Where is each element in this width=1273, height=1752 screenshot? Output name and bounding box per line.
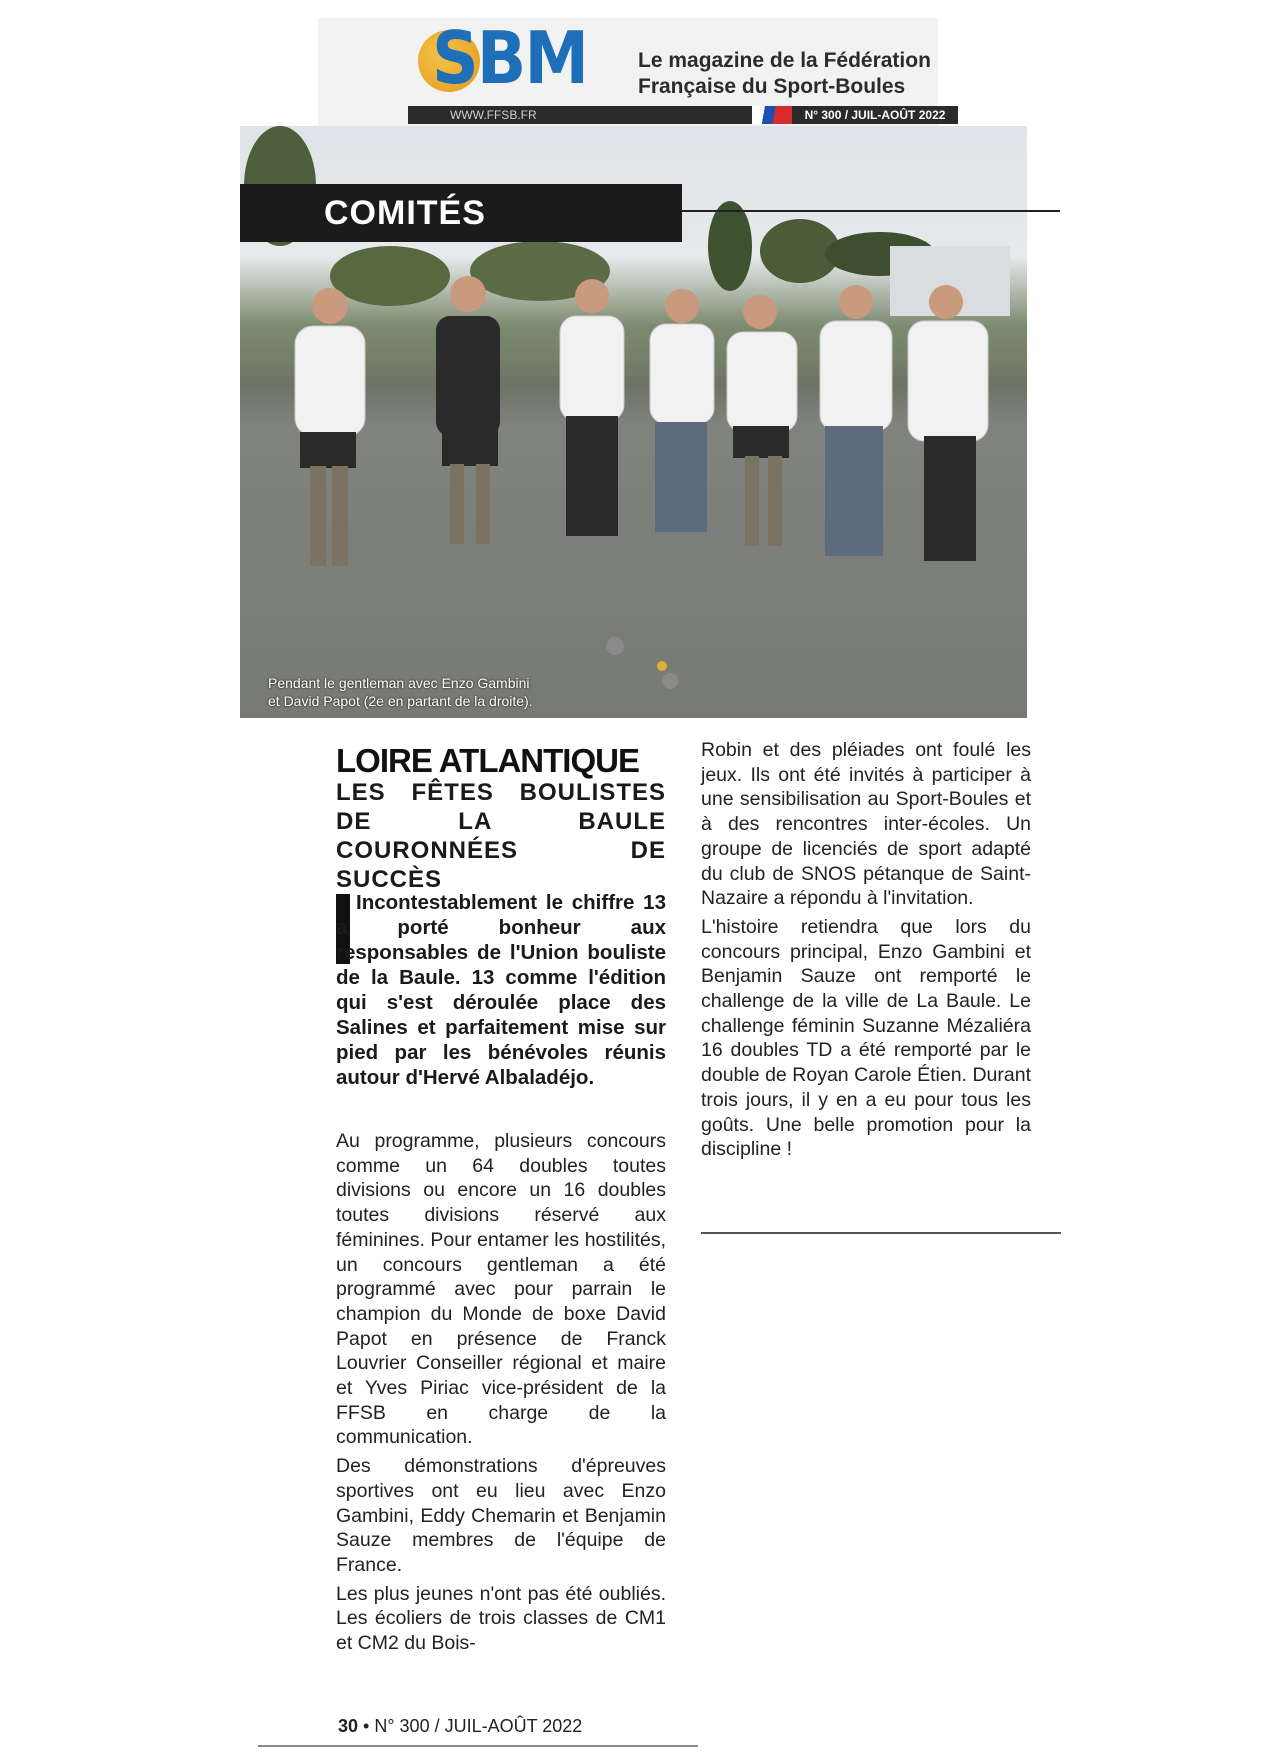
section-label: COMITÉS (324, 194, 486, 232)
article-column-left (336, 1129, 666, 1660)
banner-rule (682, 210, 1060, 212)
logo-text: SBM (432, 16, 588, 100)
paragraph: L'histoire retiendra que lors du concours principal, Enzo Gambini et Benjamin Sauze ont remporté le challenge de la ville de La Baule. Le challenge féminin Suzanne Mézaliéra 16 doubles TD a été remporté par le double de Royan Carole Étien. Durant trois jours, il y en a eu pour tous les goûts. Une belle promotion pour la discipline ! (701, 915, 1031, 1161)
page-number: 30 (338, 1716, 359, 1736)
article-title: LOIRE ATLANTIQUE (336, 742, 639, 779)
paragraph: Des démonstrations d'épreuves sportives ont eu lieu avec Enzo Gambini, Eddy Chemarin et Benjamin Sauze membres de l'équipe de France. (336, 1455, 666, 1576)
magazine-tagline (638, 48, 958, 100)
sbm-logo (418, 16, 613, 100)
section-banner (240, 184, 682, 242)
paragraph: Les plus jeunes n'ont pas été oubliés. Les écoliers de trois classes de CM1 et CM2 du Bois- (336, 1582, 666, 1655)
header-issue: N° 300 / JUIL-AOÛT 2022 (792, 106, 958, 124)
caption-line-2: et David Papot (2e en partant de la droite). (268, 693, 533, 709)
caption-line-1: Pendant le gentleman avec Enzo Gambini (268, 675, 530, 691)
intro-text: Incontestablement le chiffre 13 a porté bonheur aux responsables de l'Union bouliste de la Baule. 13 comme l'édition qui s'est déroulée place des Salines et parfaitement mise sur pied par les bénévoles réunis autour d'Hervé Albaladéjo. (336, 891, 666, 1089)
flag-stripes-icon (752, 106, 792, 124)
article-intro (336, 890, 666, 1090)
article-subtitle: LES FÊTES BOULISTES DE LA BAULE COURONNÉES DE SUCCÈS (336, 779, 666, 893)
footer-issue: • N° 300 / JUIL-AOÛT 2022 (363, 1716, 583, 1736)
paragraph: Au programme, plusieurs concours comme un 64 doubles toutes divisions ou encore un 16 doubles toutes divisions réservé aux féminines. Pour entamer les hostilités, un concours gentleman a été programmé avec pour parrain le champion du Monde de boxe David Papot en présence de Franck Louvrier Conseiller régional et maire et Yves Piriac vice-président de la FFSB en charge de la communication. (336, 1130, 666, 1449)
article-column-right (701, 738, 1031, 1166)
website-url: WWW.FFSB.FR (408, 106, 766, 124)
paragraph: Robin et des pléiades ont foulé les jeux. Ils ont été invités à participer à une sensibilisation au Sport-Boules et à des rencontres inter-écoles. Un groupe de licenciés de sport adapté du club de SNOS pétanque de Saint-Nazaire a répondu à l'invitation. (701, 739, 1031, 910)
tagline-line-2: Française du Sport-Boules (638, 75, 906, 98)
tagline-line-1: Le magazine de la Fédération (638, 49, 931, 72)
photo-caption (268, 674, 628, 710)
article-end-rule (701, 1232, 1061, 1234)
page-footer (338, 1716, 582, 1737)
footer-rule (258, 1745, 698, 1747)
